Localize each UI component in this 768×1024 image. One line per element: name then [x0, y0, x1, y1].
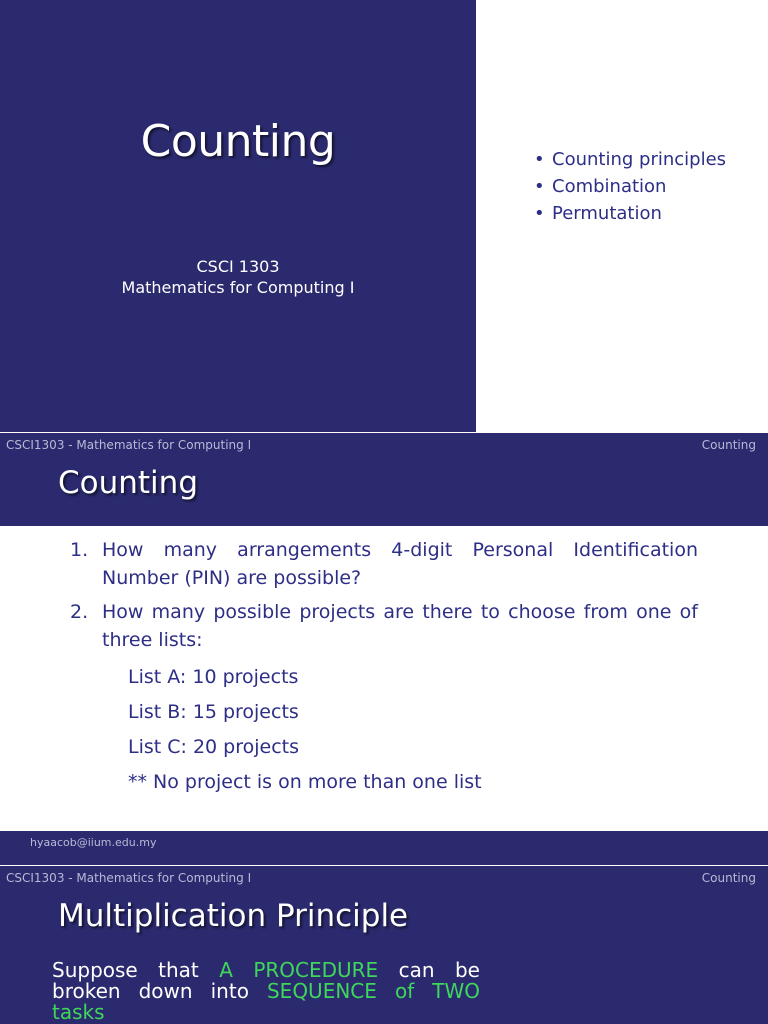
- topic-list: [534, 146, 726, 227]
- question-text: How many arrangements 4-digit Personal Identification Number (PIN) are possible?: [102, 539, 698, 589]
- author-email: hyaacob@iium.edu.my: [30, 836, 157, 849]
- course-label: CSCI1303 - Mathematics for Computing I: [6, 871, 252, 885]
- slide-footer: [0, 831, 768, 865]
- topic-item: • Permutation: [534, 200, 726, 227]
- highlight-text: SEQUENCE of TWO tasks: [52, 979, 480, 1024]
- counting-slide: [0, 433, 768, 865]
- question-item: [70, 598, 698, 654]
- text-segment: Suppose that: [52, 958, 220, 982]
- course-code: CSCI 1303: [196, 257, 280, 276]
- question-number: 2.: [70, 601, 89, 623]
- topic-label: Counting: [701, 871, 756, 885]
- list-note: ** No project is on more than one list: [128, 771, 482, 793]
- list-item: List B: 15 projects: [128, 701, 299, 723]
- question-number: 1.: [70, 539, 89, 561]
- text-segment: can be broken down into: [52, 958, 480, 1003]
- topic-item: • Combination: [534, 173, 726, 200]
- slide-title: Counting: [140, 116, 336, 167]
- multiplication-slide: [0, 866, 768, 1024]
- principle-text: [52, 960, 480, 1023]
- course-name: Mathematics for Computing I: [121, 278, 355, 297]
- topic-label: Counting: [701, 438, 756, 452]
- list-item: List C: 20 projects: [128, 736, 300, 758]
- slide-title: Multiplication Principle: [58, 898, 409, 934]
- course-info: [0, 256, 476, 298]
- question-text: How many possible projects are there to choose from one of three lists:: [102, 601, 698, 651]
- title-panel: [0, 0, 476, 432]
- question-item: [70, 536, 698, 592]
- slide-title: Counting: [58, 465, 198, 501]
- highlight-text: A PROCEDURE: [219, 958, 379, 982]
- course-label: CSCI1303 - Mathematics for Computing I: [6, 438, 252, 452]
- list-item: List A: 10 projects: [128, 666, 299, 688]
- topic-item: • Counting principles: [534, 146, 726, 173]
- title-slide: [0, 0, 768, 432]
- slide-header: [0, 433, 768, 526]
- slide-body: [70, 536, 698, 800]
